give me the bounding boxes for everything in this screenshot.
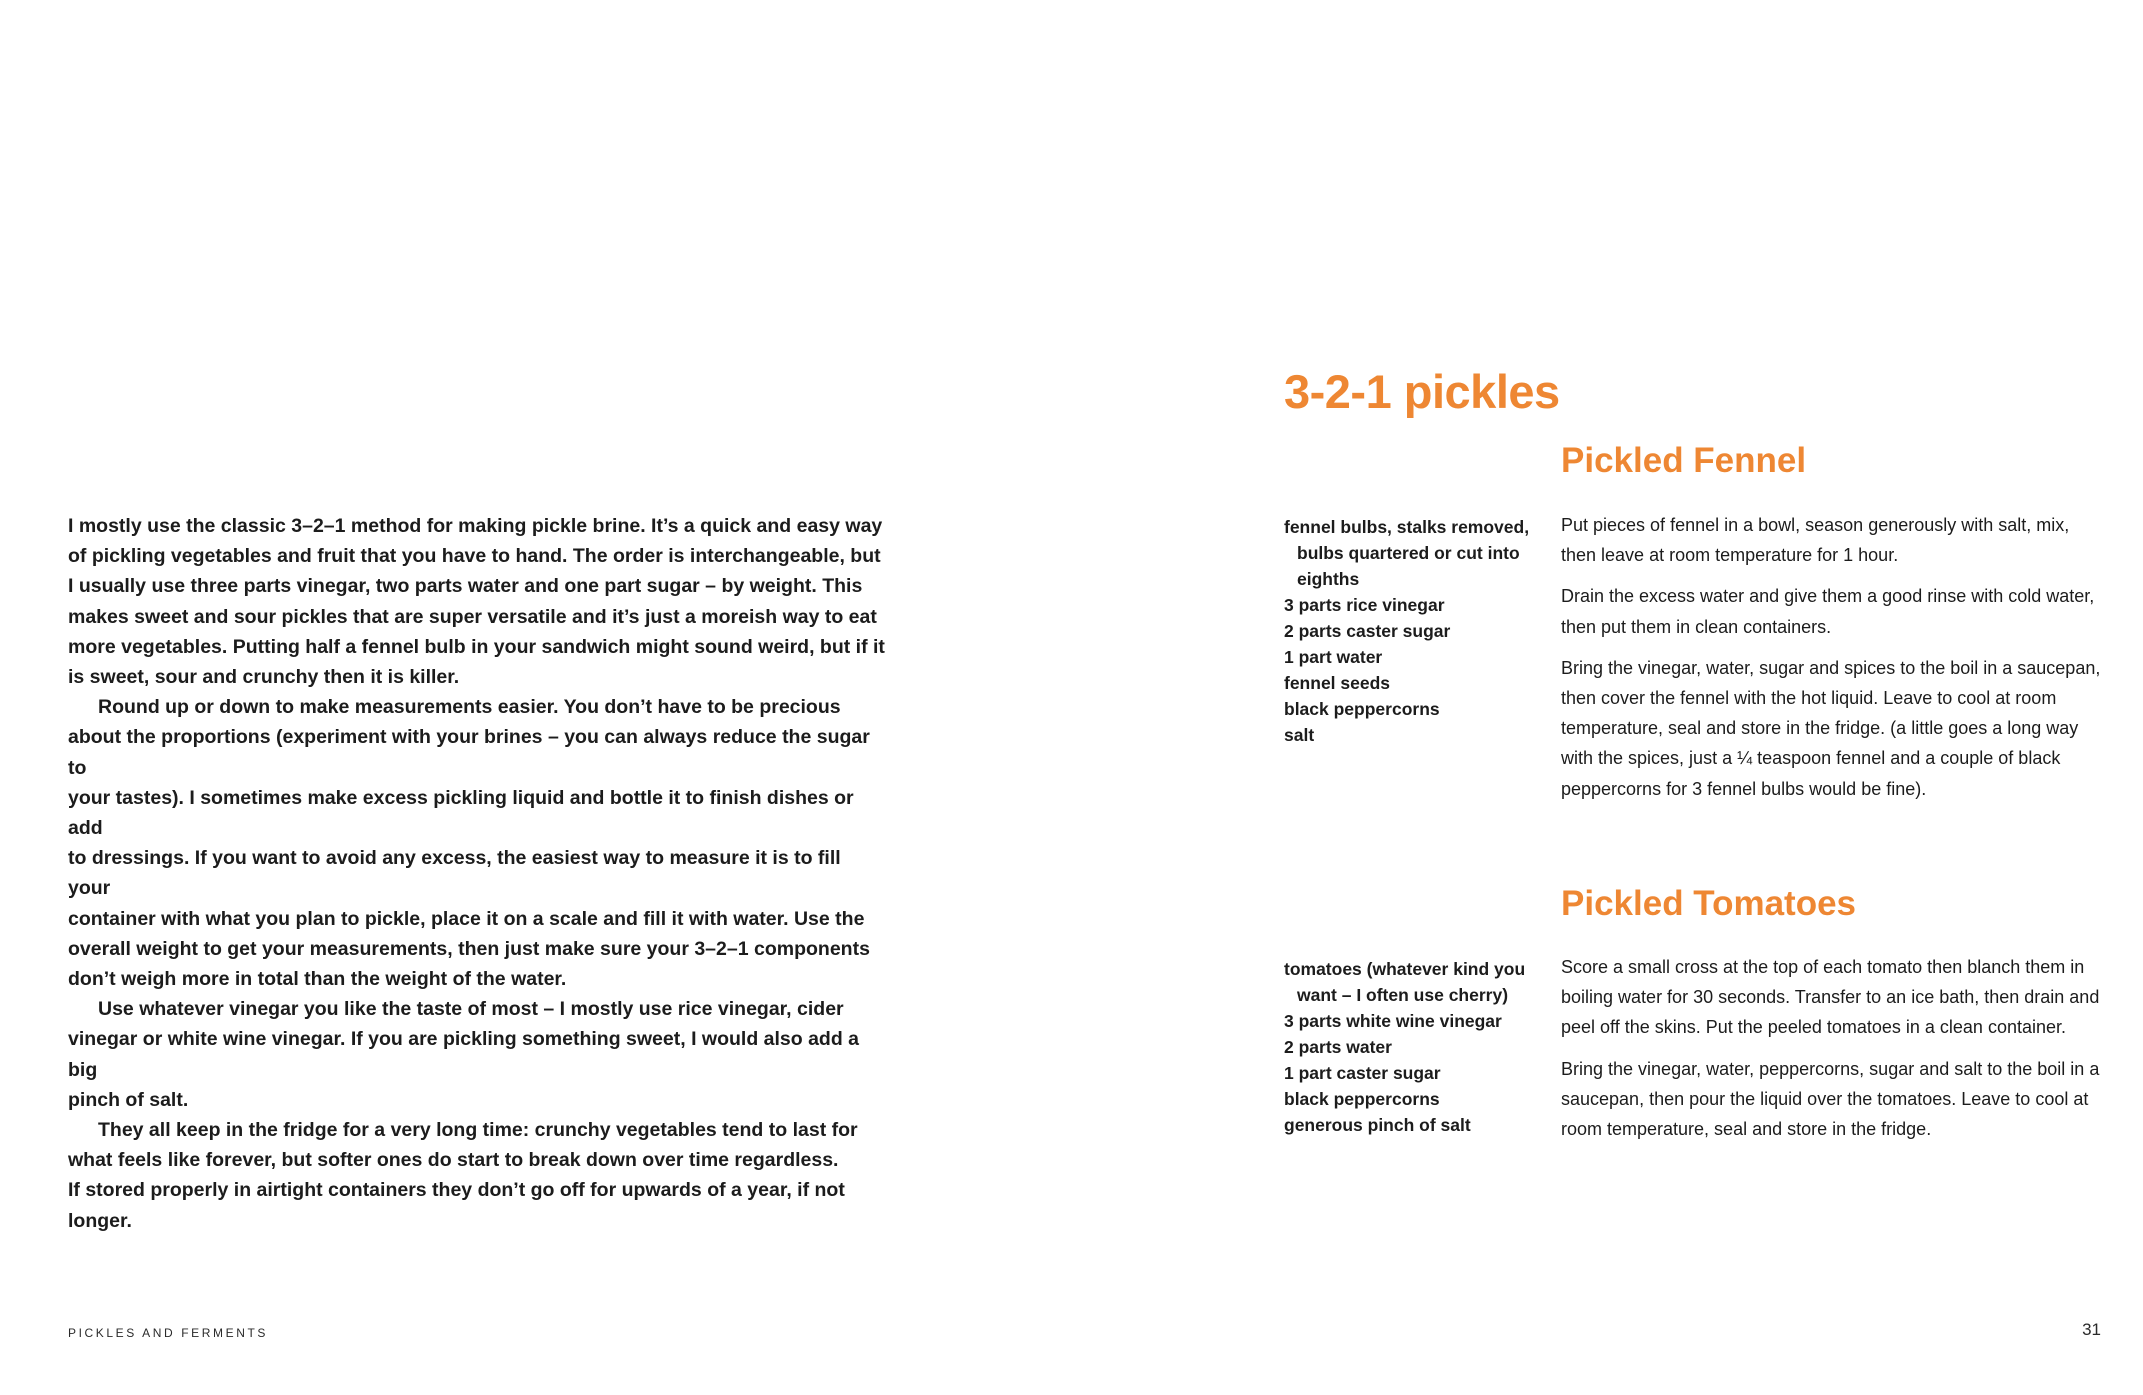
ingredient-item: fennel seeds	[1284, 673, 1391, 693]
intro-paragraph: They all keep in the fridge for a very long time: crunchy vegetables tend to last for what feels like forever, but softer ones do start to break down over time regardless. If stored properly in airtight containers they don’t go off for upwards of a year, if not longer.	[68, 1119, 858, 1232]
ingredient-item: fennel bulbs, stalks removed, bulbs quartered or cut into eighths	[1284, 517, 1530, 589]
left-page	[0, 0, 1071, 1395]
method-step: Score a small cross at the top of each tomato then blanch them in boiling water for 30 seconds. Transfer to an ice bath, then drain and peel off the skins. Put the peeled tomatoes in a clean container.	[1561, 957, 2100, 1038]
recipe-title-tomatoes: Pickled Tomatoes	[1561, 884, 1857, 923]
method-tomatoes	[1561, 952, 2101, 1155]
method-step: Put pieces of fennel in a bowl, season generously with salt, mix, then leave at room temperature for 1 hour.	[1561, 515, 2070, 566]
right-page	[1071, 0, 2143, 1395]
ingredient-item: 3 parts rice vinegar	[1284, 595, 1445, 615]
intro-text	[68, 511, 888, 1236]
ingredient-item: black peppercorns	[1284, 699, 1440, 719]
method-step: Drain the excess water and give them a good rinse with cold water, then put them in clean containers.	[1561, 586, 2095, 637]
ingredient-item: black peppercorns	[1284, 1089, 1440, 1109]
ingredient-item: 1 part caster sugar	[1284, 1063, 1441, 1083]
ingredient-item: salt	[1284, 725, 1315, 745]
intro-paragraph: I mostly use the classic 3–2–1 method for making pickle brine. It’s a quick and easy way of pickling vegetables and fruit that you have to hand. The order is interchangeable, but I usually use three parts vinegar, two parts water and one part sugar – by weight. This makes sweet and sour pickles that are super versatile and it’s just a moreish way to eat more vegetables. Putting half a fennel bulb in your sandwich might sound weird, but if it is sweet, sour and crunchy then it is killer.	[68, 515, 885, 689]
method-step: Bring the vinegar, water, peppercorns, sugar and salt to the boil in a saucepan, then pour the liquid over the tomatoes. Leave to cool at room temperature, seal and store in the fridge.	[1561, 1058, 2100, 1140]
recipe-title-fennel: Pickled Fennel	[1561, 441, 1807, 480]
ingredients-list-tomatoes	[1284, 956, 1534, 1138]
page-title: 3-2-1 pickles	[1284, 365, 1560, 418]
method-step: Bring the vinegar, water, sugar and spices to the boil in a saucepan, then cover the fennel with the hot liquid. Leave to cool at room temperature, seal and store in the fridge. (a little goes a long way with the spices, just a ¼ teaspoon fennel and a couple of black peppercorns for 3 fennel bulbs would be fine).	[1561, 657, 2101, 799]
ingredient-item: 2 parts caster sugar	[1284, 621, 1451, 641]
ingredients-list-fennel	[1284, 514, 1534, 748]
ingredient-item: 1 part water	[1284, 647, 1383, 667]
ingredient-item: generous pinch of salt	[1284, 1115, 1471, 1135]
ingredient-item: 3 parts white wine vinegar	[1284, 1011, 1502, 1031]
ingredient-item: tomatoes (whatever kind you want – I often use cherry)	[1284, 959, 1526, 1005]
intro-paragraph: Round up or down to make measurements easier. You don’t have to be precious about the proportions (experiment with your brines – you can always reduce the sugar to your tastes). I sometimes make excess pickling liquid and bottle it to finish dishes or add to dressings. If you want to avoid any excess, the easiest way to measure it is to fill your container with what you plan to pickle, place it on a scale and fill it with water. Use the overall weight to get your measurements, then just make sure your 3–2–1 components don’t weigh more in total than the weight of the water.	[68, 696, 870, 991]
ingredient-item: 2 parts water	[1284, 1037, 1392, 1057]
running-footer: PICKLES AND FERMENTS	[68, 1326, 269, 1340]
intro-paragraph: Use whatever vinegar you like the taste of most – I mostly use rice vinegar, cider vinegar or white wine vinegar. If you are pickling something sweet, I would also add a big pinch of salt.	[68, 998, 860, 1111]
page-number: 31	[2082, 1320, 2101, 1339]
method-fennel	[1561, 510, 2101, 815]
